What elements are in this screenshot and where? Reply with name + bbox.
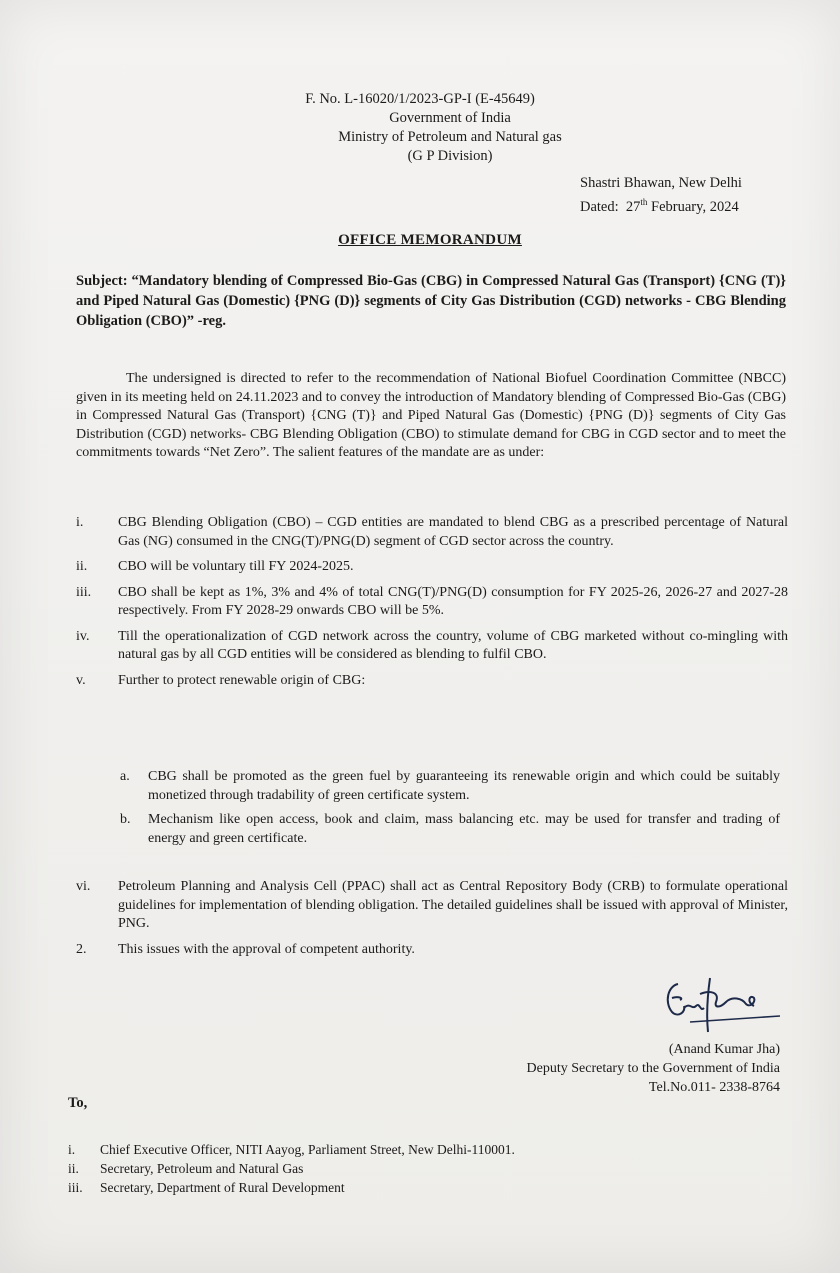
signatory-name: (Anand Kumar Jha): [668, 1042, 780, 1057]
list-item: iii. CBO shall be kept as 1%, 3% and 4% of total CNG(T)/PNG(D) consumption for FY 2025-26, 2026-27 and 2027-28 respectively. From FY 2028-29 onwards CBO will be 5%.: [76, 584, 788, 618]
place-date: [580, 174, 790, 217]
list-item: i. CBG Blending Obligation (CBO) – CGD entities are mandated to blend CBG as a prescribed percentage of Natural Gas (NG) consumed in the CNG(T)/PNG(D) segment of CGD sector across the country.: [76, 515, 788, 549]
sub-list: [120, 768, 780, 854]
list-item: i. Chief Executive Officer, NITI Aayog, Parliament Street, New Delhi-110001.: [68, 1142, 515, 1157]
list-item: ii. Secretary, Petroleum and Natural Gas: [68, 1161, 304, 1176]
dated-rest: February, 2024: [651, 198, 739, 215]
list-item: ii. CBO will be voluntary till FY 2024-2025.: [76, 559, 354, 574]
dated-label: Dated:: [580, 198, 619, 215]
list-item: vi. Petroleum Planning and Analysis Cell (PPAC) shall act as Central Repository Body (CRB) to formulate operational guidelines for implementation of blending obligation. The detailed guidelines shall be issued with approval of Minister, PNG.: [76, 879, 788, 931]
dated-sup: th: [640, 197, 648, 207]
location: Shastri Bhawan, New Delhi: [580, 175, 742, 191]
subject-line: Subject: “Mandatory blending of Compressed Bio-Gas (CBG) in Compressed Natural Gas (Transport) {CNG (T)} and Piped Natural Gas (Domestic) {PNG (D)} segments of City Gas Distribution (CGD) networks - CBG Blending Obligation (CBO)” -reg.: [76, 273, 786, 329]
feature-list-continued: [76, 878, 788, 966]
dated-day: 27: [625, 198, 641, 215]
list-item: iv. Till the operationalization of CGD network across the country, volume of CBG marketed without co-mingling with natural gas by all CGD entities will be considered as blending to fulfil CBO.: [76, 628, 788, 662]
feature-list: [76, 514, 788, 697]
intro-paragraph: The undersigned is directed to refer to the recommendation of National Biofuel Coordination Committee (NBCC) given in its meeting held on 24.11.2023 and to convey the introduction of Mandatory blending of Compressed Bio-Gas (CBG) in Compressed Natural Gas (Transport) {CNG (T)} and Piped Natural Gas (Domestic) {PNG (D)} segments of City Gas Distribution (CGD) networks- CBG Blending Obligation (CBO) to stimulate demand for CBG in CGD sector and to meet the commitments towards “Net Zero”. The salient features of the mandate are as under:: [76, 371, 786, 460]
list-item: v. Further to protect renewable origin of CBG:: [76, 672, 366, 688]
signatory-designation: Deputy Secretary to the Government of India: [526, 1061, 780, 1076]
list-item: 2. This issues with the approval of competent authority.: [76, 941, 415, 957]
list-item: b. Mechanism like open access, book and claim, mass balancing etc. may be used for transfer and trading of energy and green certificate.: [120, 812, 780, 846]
division-name: (G P Division): [407, 148, 493, 164]
list-item: a. CBG shall be promoted as the green fuel by guaranteeing its renewable origin and which could be suitably monetized through tradability of green certificate system.: [120, 769, 780, 803]
to-label: To,: [68, 1095, 88, 1111]
signatory-block: [440, 1040, 780, 1097]
date-line: [580, 193, 790, 217]
government-name: Government of India: [389, 110, 511, 126]
signature: [650, 972, 780, 1034]
signatory-tel: Tel.No.011- 2338-8764: [648, 1080, 780, 1095]
list-item: iii. Secretary, Department of Rural Development: [68, 1180, 345, 1195]
ministry-name: Ministry of Petroleum and Natural gas: [338, 129, 562, 145]
file-number: F. No. L-16020/1/2023-GP-I (E-45649): [305, 91, 535, 107]
letter-header: [250, 90, 650, 166]
memo-title: OFFICE MEMORANDUM: [338, 232, 522, 248]
recipient-list: [68, 1140, 708, 1197]
